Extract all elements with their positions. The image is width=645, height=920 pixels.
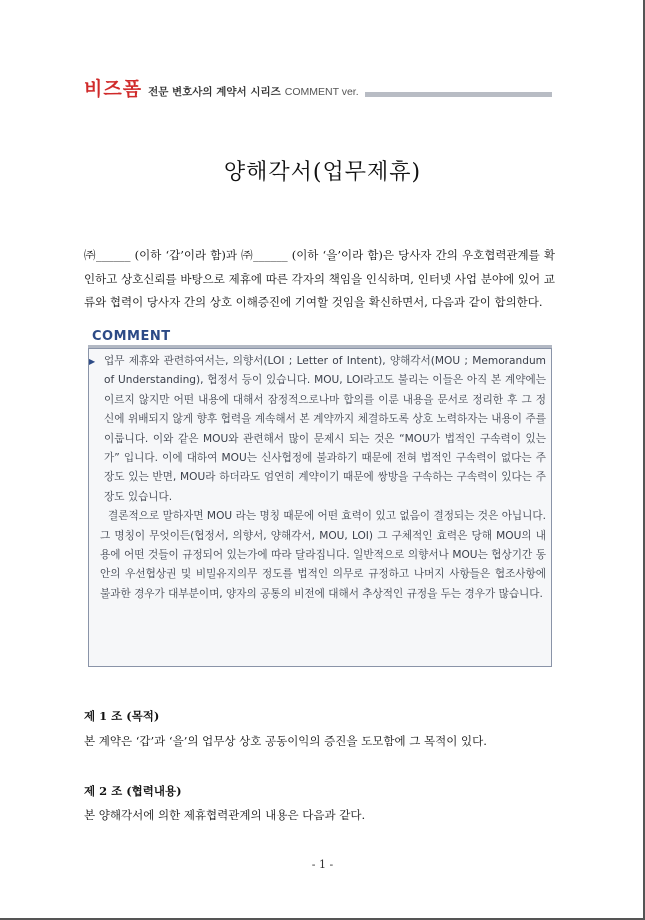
document-title: 양해각서(업무제휴) — [223, 160, 422, 185]
article-2-heading: 제 2 조 (협력내용) — [84, 784, 182, 798]
comment-label: COMMENT — [92, 329, 171, 344]
article-2-body: 본 양해각서에 의한 제휴협력관계의 내용은 다음과 같다. — [84, 808, 366, 822]
comment-paragraph: 결론적으로 말하자면 MOU 라는 명칭 때문에 어떤 효력이 있고 없음이 결정되는 것은 아닙니다. 그 명칭이 무엇이든(협정서, 의향서, 양해각서, MOU, LOI) 그 구체적인 효력은 당해 MOU의 내용에 어떤 것들이 규정되어 있는가에 따라 달라집니다. 일반적으로 의향서나 MOU는 협상기간 동안의 우선협상권 및 비밀유지의무 정도를 법적인 의무로 규정하고 나머지 사항들은 협조사항에 불과한 경우가 대부분이며, 양자의 공통의 비전에 대해서 추상적인 규정을 두는 경우가 많습니다. — [100, 510, 546, 600]
article-1-body: 본 계약은 ‘갑’과 ‘을’의 업무상 상호 공동이익의 증진을 도모함에 그 목적이 있다. — [84, 734, 487, 748]
brand-header — [84, 74, 365, 98]
series-title: 전문 변호사의 계약서 시리즈 — [148, 86, 281, 98]
article-1-heading: 제 1 조 (목적) — [84, 709, 160, 723]
page-number: - 1 - — [311, 858, 334, 871]
triangle-bullet-icon: ▶ — [89, 357, 96, 366]
brand-logo: 비즈폼 — [84, 78, 143, 100]
version-label: COMMENT ver. — [284, 86, 359, 98]
comment-body — [89, 352, 546, 604]
comment-paragraph-text: 업무 제휴와 관련하여서는, 의향서(LOI ; Letter of Intent), 양해각서(MOU ; Memorandum of Understanding), 협정서 등이 있습니다. MOU, LOI라고도 불리는 이들은 아직 본 계약에는 이르지 않지만 어떤 내용에 대해서 잠정적으로나마 합의를 이룬 내용을 문서로 정리한 후 그 정신에 위배되지 않게 향후 협력을 계속해서 본 계약까지 체결하도록 상호 노력하자는 내용이 주를 이룹니다. 이와 같은 MOU와 관련해서 많이 문제시 되는 것은 “MOU가 법적인 구속력이 있는가” 입니다. 이에 대하여 MOU는 신사협정에 불과하기 때문에 전혀 법적인 구속력이 없다는 주장도 있는 반면, MOU라 하더라도 엄연히 계약이기 때문에 쌍방을 구속하는 구속력이 있다는 주장도 있습니다. — [104, 355, 546, 503]
comment-paragraph — [89, 352, 546, 507]
intro-paragraph: ㈜______ (이하 ‘갑’이라 함)과 ㈜______ (이하 ‘을’이라 함)은 당사자 간의 우호협력관계를 확인하고 상호신뢰를 바탕으로 제휴에 따른 각자의 책임을 인식하며, 인터넷 사업 분야에 있어 교류와 협력이 당사자 간의 상호 이해증진에 기여할 것임을 확신하면서, 다음과 같이 합의한다. — [84, 248, 555, 309]
